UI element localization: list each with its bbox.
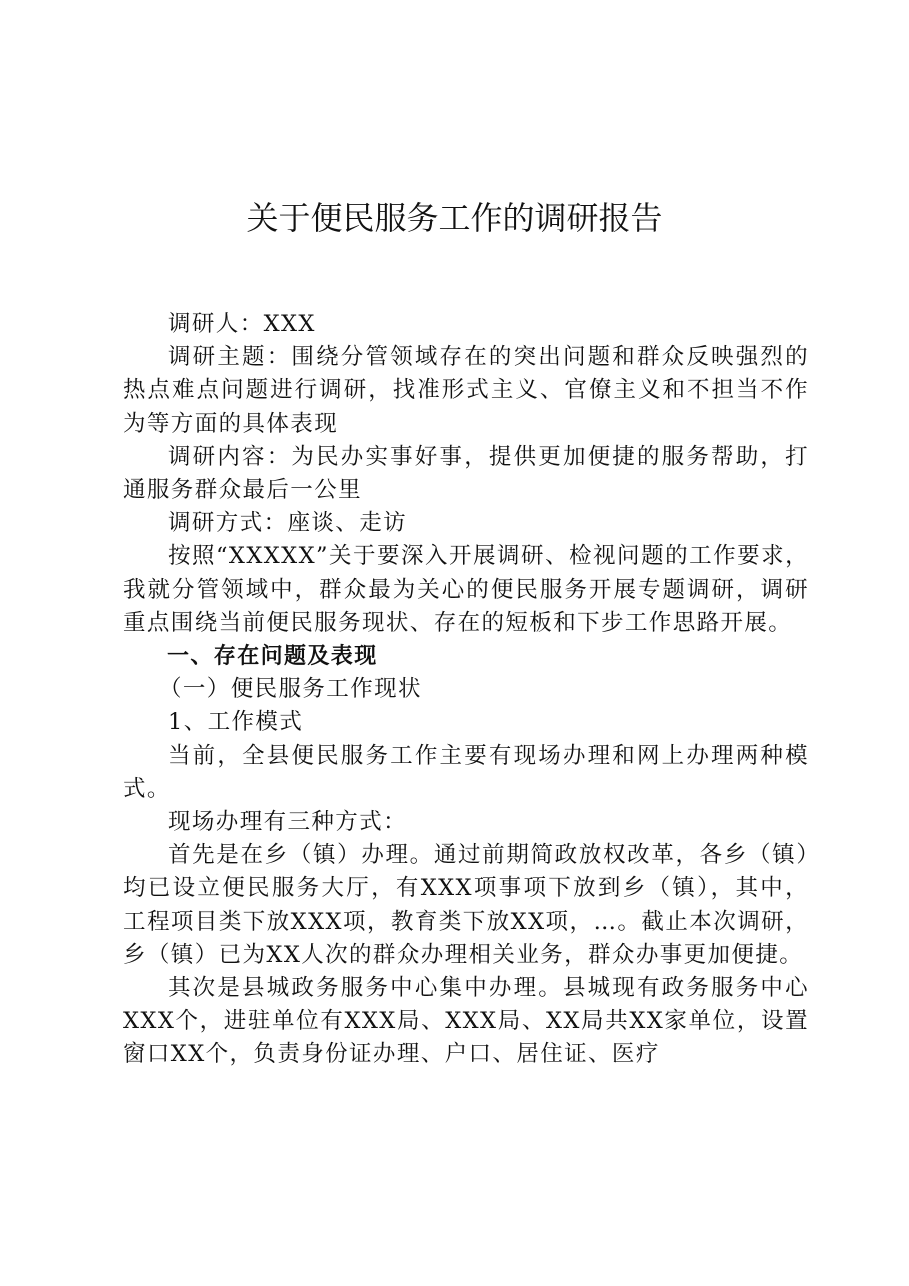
subsection-heading: （一）便民服务工作现状: [159, 676, 422, 703]
body-paragraph: 现场办理有三种方式：: [168, 809, 408, 836]
document-title: 关于便民服务工作的调研报告: [246, 199, 663, 237]
research-method-line: 调研方式：座谈、走访: [168, 510, 408, 537]
body-paragraph: 当前，全县便民服务工作主要有现场办理和网上办理两种模式。: [123, 742, 809, 802]
research-content-paragraph: 调研内容：为民办实事好事，提供更加便捷的服务帮助，打通服务群众最后一公里: [123, 443, 809, 504]
document-body: [123, 308, 809, 1072]
intro-paragraph: 按照“XXXXX”关于要深入开展调研、检视问题的工作要求，我就分管领域中，群众最为关心的便民服务开展专题调研，调研重点围绕当前便民服务现状、存在的短板和下步工作思路开展。: [123, 543, 809, 636]
body-paragraph: 首先是在乡（镇）办理。通过前期简政放权改革，各乡（镇）均已设立便民服务大厅，有XXX项事项下放到乡（镇），其中，工程项目类下放XXX项，教育类下放XX项，…。截止本次调研，乡（镇）已为XX人次的群众办理相关业务，群众办事更加便捷。: [123, 842, 809, 968]
section-heading: 一、存在问题及表现: [167, 644, 378, 670]
sub-subsection-heading: 1、工作模式: [168, 709, 304, 736]
body-paragraph: 其次是县城政务服务中心集中办理。县城现有政务服务中心XXX个，进驻单位有XXX局、XXX局、XX局共XX家单位，设置窗口XX个，负责身份证办理、户口、居住证、医疗: [123, 975, 809, 1068]
research-topic-paragraph: 调研主题：围绕分管领域存在的突出问题和群众反映强烈的热点难点问题进行调研，找准形式主义、官僚主义和不担当不作为等方面的具体表现: [123, 344, 809, 437]
researcher-line: 调研人：XXX: [168, 311, 316, 337]
